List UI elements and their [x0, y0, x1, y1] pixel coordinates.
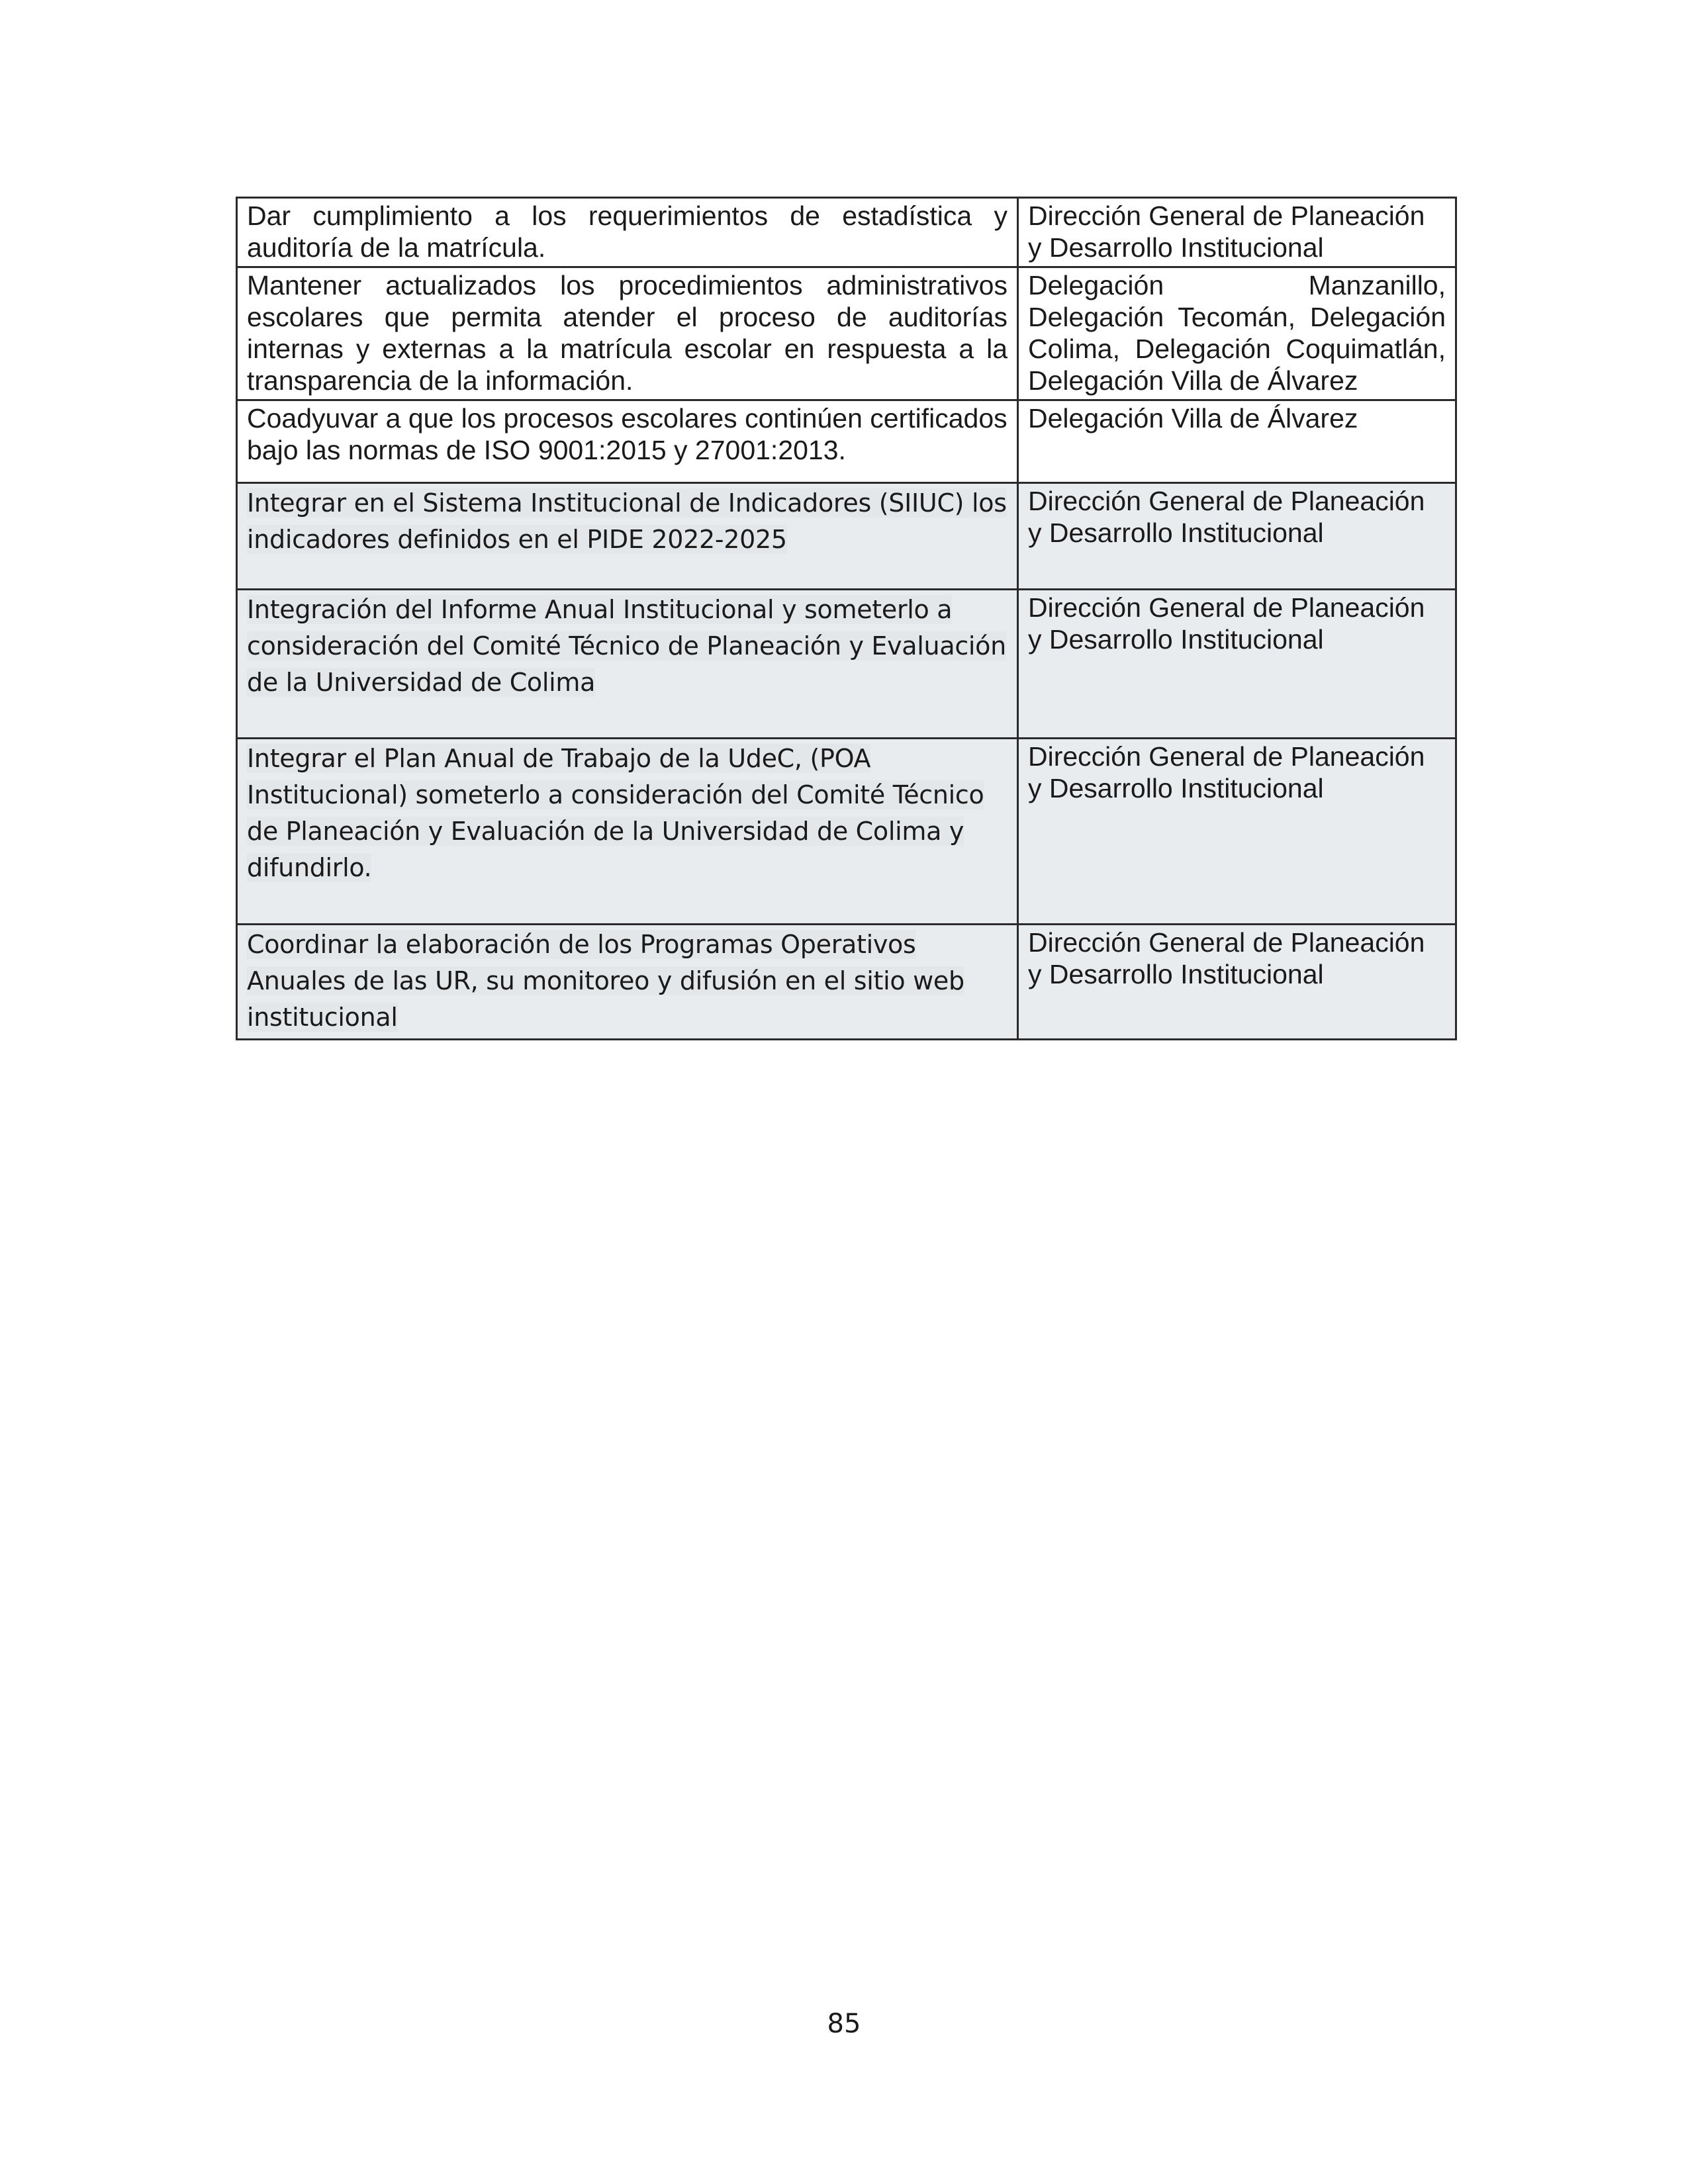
table-row	[237, 739, 1456, 925]
owner-cell: Dirección General de Planeación y Desarrollo Institucional	[1018, 925, 1456, 1040]
owner-cell: Dirección General de Planeación y Desarrollo Institucional	[1018, 198, 1456, 267]
activity-cell	[237, 739, 1018, 925]
owner-cell: Dirección General de Planeación y Desarrollo Institucional	[1018, 483, 1456, 590]
activity-text: Coordinar la elaboración de los Programas Operativos Anuales de las UR, su monitoreo y difusión en el sitio web institucional	[247, 930, 964, 1032]
activity-cell: Coadyuvar a que los procesos escolares continúen certificados bajo las normas de ISO 9001:2015 y 27001:2013.	[237, 400, 1018, 483]
activity-text: Integrar el Plan Anual de Trabajo de la UdeC, (POA Institucional) someterlo a consideración del Comité Técnico de Planeación y Evaluación de la Universidad de Colima y difundirlo.	[247, 744, 984, 882]
table-row	[237, 925, 1456, 1040]
activity-cell	[237, 483, 1018, 590]
table-row	[237, 400, 1456, 483]
table-row	[237, 267, 1456, 400]
owner-cell: Delegación Manzanillo, Delegación Tecomán, Delegación Colima, Delegación Coquimatlán, Delegación Villa de Álvarez	[1018, 267, 1456, 400]
table-row	[237, 483, 1456, 590]
activity-text: Integración del Informe Anual Institucional y someterlo a consideración del Comité Técnico de Planeación y Evaluación de la Universidad de Colima	[247, 595, 1006, 697]
table-row	[237, 198, 1456, 267]
table-row	[237, 590, 1456, 739]
owner-cell: Dirección General de Planeación y Desarrollo Institucional	[1018, 739, 1456, 925]
activity-text: Integrar en el Sistema Institucional de Indicadores (SIIUC) los indicadores definidos en el PIDE 2022-2025	[247, 488, 1007, 554]
activity-cell: Mantener actualizados los procedimientos administrativos escolares que permita atender el proceso de auditorías internas y externas a la matrícula escolar en respuesta a la transparencia de la información.	[237, 267, 1018, 400]
activity-cell	[237, 925, 1018, 1040]
owner-cell: Delegación Villa de Álvarez	[1018, 400, 1456, 483]
activities-table	[236, 197, 1457, 1040]
activity-cell: Dar cumplimiento a los requerimientos de estadística y auditoría de la matrícula.	[237, 198, 1018, 267]
activity-cell	[237, 590, 1018, 739]
page-number: 85	[827, 2009, 861, 2039]
owner-cell: Dirección General de Planeación y Desarrollo Institucional	[1018, 590, 1456, 739]
